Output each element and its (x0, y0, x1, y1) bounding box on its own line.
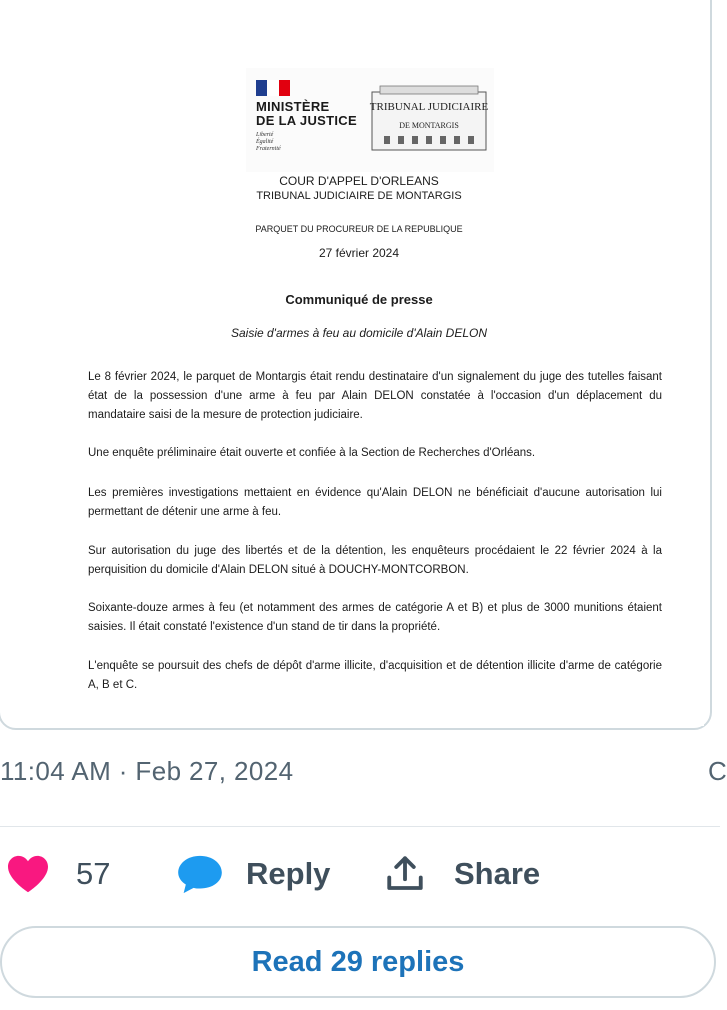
heart-icon (6, 854, 50, 894)
republic-motto: Liberté Égalité Fraternité (256, 132, 281, 152)
paragraph: L'enquête se poursuit des chefs de dépôt d'arme illicite, d'acquisition et de détention illicite d'arme de catégorie A, B et C. (88, 660, 662, 691)
tribunal-logo-text: TRIBUNAL JUDICIAIRE (369, 101, 489, 113)
clipped-edge-glyph: C (708, 756, 727, 786)
reply-button[interactable] (176, 854, 330, 894)
share-icon (382, 853, 428, 895)
tribunal-logo-subtext: DE MONTARGIS (399, 121, 459, 130)
tribunal-name: TRIBUNAL JUDICIAIRE DE MONTARGIS (256, 190, 462, 202)
reply-bubble-icon (176, 854, 224, 894)
divider (0, 826, 720, 827)
release-subtitle: Saisie d'armes à feu au domicile d'Alain DELON (230, 326, 488, 340)
court-name: COUR D'APPEL D'ORLEANS (279, 174, 439, 188)
like-button[interactable] (6, 854, 110, 894)
paragraph: Soixante-douze armes à feu (et notamment des armes de catégorie A et B) et plus de 3000 munitions étaient saisies. Il était constaté l'existence d'un stand de tir dans la propriété. (88, 602, 662, 633)
ministry-name: MINISTÈRE DE LA JUSTICE (256, 99, 357, 128)
parquet-name: PARQUET DU PROCUREUR DE LA REPUBLIQUE (255, 224, 463, 234)
paragraph: Les premières investigations mettaient en évidence qu'Alain DELON ne bénéficiait d'aucune autorisation lui permettant de détenir une arme à feu. (88, 487, 662, 518)
reply-label: Reply (246, 856, 331, 891)
paragraph: Une enquête préliminaire était ouverte et confiée à la Section de Recherches d'Orléans. (88, 447, 536, 459)
tribunal-logo (370, 84, 488, 152)
share-button[interactable] (382, 854, 540, 894)
read-replies-label: Read 29 replies (251, 945, 465, 978)
share-label: Share (454, 856, 541, 891)
release-date: 27 février 2024 (318, 246, 400, 260)
tweet-timestamp[interactable]: 11:04 AM · Feb 27, 2024 (0, 756, 294, 786)
read-replies-button[interactable] (0, 926, 716, 998)
release-title: Communiqué de presse (285, 292, 433, 307)
paragraph: Sur autorisation du juge des libertés et de la détention, les enquêteurs procédaient le 22 février 2024 à la perquisition du domicile d'Alain DELON situé à DOUCHY-MONTCORBON. (88, 545, 662, 576)
paragraph: Le 8 février 2024, le parquet de Montargis était rendu destinataire d'un signalement du juge des tutelles faisant état de la possession d'une arme à feu par Alain DELON constatée à l'occasion d'un déplacement du mandataire saisi de la mesure de protection judiciaire. (88, 371, 662, 421)
like-count: 57 (76, 856, 111, 891)
republic-flag-logo (256, 80, 290, 96)
